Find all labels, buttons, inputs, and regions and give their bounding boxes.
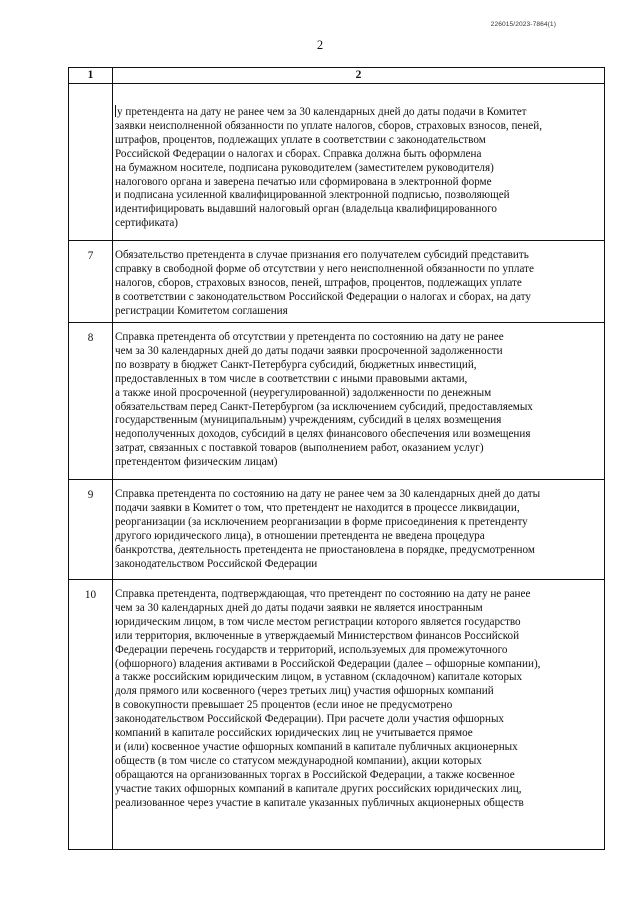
requirements-table [68, 67, 605, 850]
text-line: налогового органа и заверена печатью или сформирована в электронной форме [115, 175, 492, 188]
text-line: участие таких офшорных компаний в капитале других российских юридических лиц, [115, 782, 522, 795]
text-line: (офшорного) владения активами в Российской Федерации (далее – офшорные компании), [115, 657, 541, 670]
text-line: реализованное через участие в капитале указанных публичных акционерных обществ [115, 796, 524, 809]
row-text [113, 84, 605, 241]
text-line: Справка претендента по состоянию на дату не ранее чем за 30 календарных дней до даты [115, 488, 541, 500]
text-line: а также российским юридическим лицом, в уставном (складочном) капитале которых [115, 671, 523, 684]
text-line: сертификата) [115, 217, 179, 230]
text-line: доля прямого или косвенного (через третьих лиц) участия офшорных компаний [115, 685, 494, 698]
row-number: 9 [69, 480, 113, 580]
text-line: в соответствии с законодательством Российской Федерации о налогах и сборах, на дату [115, 290, 531, 303]
text-cursor-mark [115, 105, 116, 117]
text-line: недополученных доходов, субсидий в целях финансового обеспечения или возмещения [115, 428, 531, 441]
text-line: обязательствам перед Санкт-Петербургом (за исключением субсидий, предоставляемых [115, 400, 533, 413]
text-line: банкротства, деятельность претендента не приостановлена в порядке, предусмотренном [115, 543, 535, 556]
text-line: заявки неисполненной обязанности по уплате налогов, сборов, страховых взносов, пеней, [115, 119, 542, 132]
text-line: законодательством Российской Федерации [115, 557, 318, 570]
text-line: налогов, сборов, страховых взносов, пеней, штрафов, процентов, подлежащих уплате [115, 276, 522, 289]
text-line: законодательством Российской Федерации). При расчете доли участия офшорных [115, 713, 504, 726]
row-text [113, 580, 605, 850]
row-text [113, 323, 605, 480]
text-line: штрафов, процентов, подлежащих уплате в соответствии с законодательством [115, 133, 486, 146]
text-line: подачи заявки в Комитет о том, что претендент не находится в процессе ликвидации, [115, 501, 520, 514]
column-header-number: 1 [69, 68, 113, 84]
text-line: обращаются на организованных торгах в Российской Федерации, а также косвенное [115, 768, 515, 781]
text-line: и (или) косвенное участие офшорных компаний в капитале публичных акционерных [115, 740, 518, 753]
text-line: чем за 30 календарных дней до даты подачи заявки просроченной задолженности [115, 344, 503, 357]
table-row [69, 84, 605, 241]
page-number: 2 [316, 38, 324, 52]
text-line: или территория, включенные в утверждаемый Министерством финансов Российской [115, 629, 520, 642]
text-line: и подписана усиленной квалифицированной электронной подписью, позволяющей [115, 189, 510, 202]
row-number: 8 [69, 323, 113, 480]
text-line: компаний в капитале российских юридических лиц не учитывается прямое [115, 727, 473, 740]
text-line: идентифицировать выдавший налоговый орган (владельца квалифицированного [115, 203, 497, 216]
text-line: Справка претендента, подтверждающая, что претендент по состоянию на дату не ранее [115, 588, 531, 600]
column-header-content: 2 [113, 68, 605, 84]
text-line: Обязательство претендента в случае признания его получателем субсидий представить [115, 249, 529, 261]
text-line: государственным (муниципальным) учреждениям, субсидий в целях возмещения [115, 414, 502, 427]
row-number: 7 [69, 241, 113, 323]
text-line: а также иной просроченной (неурегулированной) задолженности по денежным [115, 386, 492, 399]
row-number: 10 [69, 580, 113, 850]
text-line: на бумажном носителе, подписана руководителем (заместителем руководителя) [115, 161, 494, 174]
text-line: в совокупности превышает 25 процентов (если иное не предусмотрено [115, 699, 453, 712]
text-line: регистрации Комитетом соглашения [115, 304, 288, 317]
text-line: юридическим лицом, в том числе местом регистрации которого является государство [115, 615, 521, 628]
table-row [69, 480, 605, 580]
text-line: чем за 30 календарных дней до даты подачи заявки не является иностранным [115, 601, 483, 614]
table-row [69, 580, 605, 850]
table-row [69, 241, 605, 323]
text-line: Федерации перечень государств и территорий, используемых для промежуточного [115, 643, 508, 656]
text-line: у претендента на дату не ранее чем за 30 календарных дней до даты подачи в Комитет [117, 106, 527, 118]
text-line: реорганизации (за исключением реорганизации в форме присоединения к претенденту [115, 515, 528, 528]
text-line: обществ (в том числе со статусом международной компании), акции которых [115, 754, 482, 767]
text-line: затрат, связанных с поставкой товаров (выполнением работ, оказанием услуг) [115, 442, 484, 455]
text-line: предоставленных в том числе в соответствии с иными правовыми актами, [115, 372, 468, 385]
document-id: 226015/2023-7864(1) [490, 21, 556, 28]
text-line: претендентом физическим лицам) [115, 456, 278, 469]
text-line: Российской Федерации о налогах и сборах. Справка должна быть оформлена [115, 147, 482, 160]
text-line: справку в свободной форме об отсутствии у него неисполненной обязанности по уплате [115, 262, 534, 275]
row-text [113, 241, 605, 323]
table-header-row [69, 68, 605, 84]
text-line: по возврату в бюджет Санкт-Петербурга субсидий, бюджетных инвестиций, [115, 358, 477, 371]
row-text [113, 480, 605, 580]
table-row [69, 323, 605, 480]
row-number [69, 84, 113, 241]
text-line: другого юридического лица), в отношении претендента не введена процедура [115, 529, 485, 542]
text-line: Справка претендента об отсутствии у претендента по состоянию на дату не ранее [115, 331, 504, 343]
